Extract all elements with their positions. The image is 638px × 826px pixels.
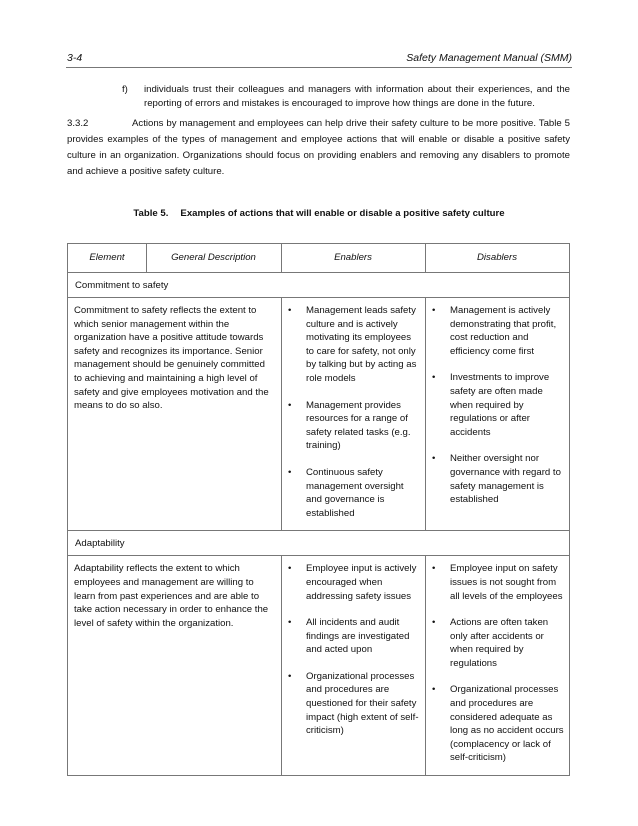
header-element: Element	[89, 252, 125, 263]
paragraph-number: 3.3.2	[67, 118, 89, 129]
enabler-item: • Management provides resources for a range of safety related tasks (e.g. training)	[288, 399, 411, 452]
table-header-row	[68, 244, 569, 272]
paragraph-text: Actions by management and employees can help drive their safety culture to be more positive. Table 5 provides examples of the types of management and employee actions that will enable or disable a positive safety culture in an organization. Organizations should focus on providing enablers and removing any disablers to promote and achieve a positive safety culture.	[67, 118, 570, 177]
bullet: •	[432, 372, 436, 384]
document-title: Safety Management Manual (SMM)	[406, 52, 572, 64]
table-caption-label: Table 5.	[133, 208, 169, 219]
bullet: •	[288, 670, 292, 682]
enabler-item: • Employee input is actively encouraged when addressing safety issues	[288, 563, 417, 602]
bullet: •	[288, 617, 292, 629]
enabler-item: • Management leads safety culture and is actively motivating its employees to care for safety, not only by talking but by acting as role models	[288, 305, 417, 384]
bullet: •	[432, 453, 436, 465]
list-item-label: f)	[122, 84, 128, 95]
bullet: •	[288, 305, 292, 316]
list-item-text: individuals trust their colleagues and managers with information about their experiences, and the reporting of errors and mistakes is encouraged to improve how things are done in the future.	[144, 84, 570, 109]
header-disablers: Disablers	[477, 252, 517, 263]
bullet: •	[288, 399, 292, 411]
header-enablers: Enablers	[334, 252, 372, 263]
disabler-item: • Management is actively demonstrating that profit, cost reduction and efficiency come first	[432, 305, 557, 357]
header-general-description: General Description	[171, 252, 256, 263]
disabler-item: • Actions are often taken only after accidents or when required by regulations	[432, 617, 549, 669]
enablers-cell	[281, 556, 425, 775]
disabler-item: • Investments to improve safety are often made when required by regulations or after accidents	[432, 372, 550, 438]
disabler-item: • Employee input on safety issues is not sought from all levels of the employees	[432, 563, 563, 602]
enabler-item: • All incidents and audit findings are investigated and acted upon	[288, 617, 410, 656]
disabler-item: • Neither oversight nor governance with regard to safety management is established	[432, 453, 561, 506]
table-caption	[0, 208, 638, 219]
bullet: •	[432, 617, 436, 629]
table-caption-text: Examples of actions that will enable or disable a positive safety culture	[180, 208, 505, 219]
description-cell: Commitment to safety reflects the extent to which senior management within the organization have a positive attitude towards safety and recognizes its importance. Senior management should be genuinely committed to achieving and maintaining a high level of safety and give employees motivation and the means to do so also.	[74, 305, 269, 412]
paragraph-3-3-2	[67, 116, 570, 180]
bullet: •	[432, 563, 436, 575]
disablers-cell	[425, 556, 569, 775]
safety-culture-table	[67, 243, 570, 776]
enablers-cell	[281, 298, 425, 530]
description-cell: Adaptability reflects the extent to which employees and management are willing to learn from past experiences and are able to take action necessary in order to enhance the level of safety within the organization.	[74, 563, 269, 629]
section-title-row: Commitment to safety	[68, 272, 569, 297]
table-row	[68, 297, 569, 530]
page-number: 3-4	[67, 52, 83, 64]
disablers-cell	[425, 298, 569, 530]
table-row	[68, 555, 569, 775]
enabler-item: • Organizational processes and procedures are questioned for their safety impact (high extent of self-criticism)	[288, 670, 419, 737]
bullet: •	[288, 466, 292, 478]
bullet: •	[432, 305, 436, 316]
disabler-item: • Organizational processes and procedures are considered adequate as long as no accident occurs (complacency or lack of self-criticism)	[432, 684, 564, 764]
enabler-item: • Continuous safety management oversight and governance is established	[288, 466, 404, 519]
bullet: •	[288, 563, 292, 575]
section-title-row: Adaptability	[68, 530, 569, 555]
list-item-f	[122, 83, 570, 111]
bullet: •	[432, 684, 436, 696]
header-rule	[66, 67, 572, 68]
